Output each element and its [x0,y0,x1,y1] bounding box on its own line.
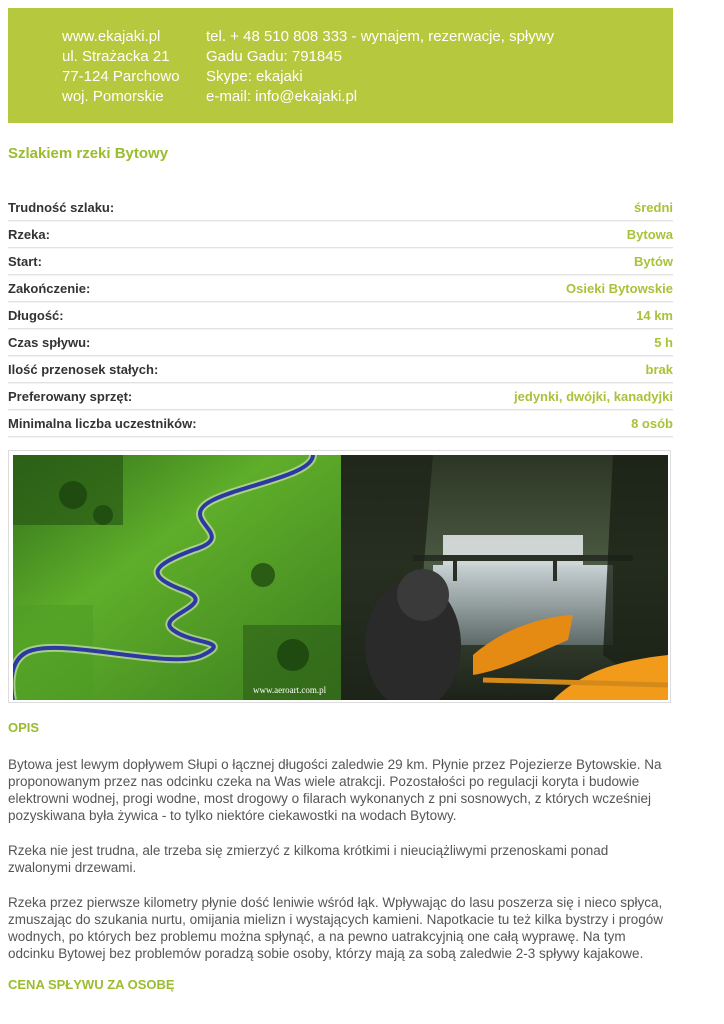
region: woj. Pomorskie [62,88,164,105]
skype-line: Skype: ekajaki [206,68,303,85]
detail-row-length [8,302,673,329]
page-title: Szlakiem rzeki Bytowy [8,145,169,162]
detail-label: Trudność szlaku: [8,200,115,215]
detail-row-end [8,275,673,302]
photo-watermark: www.aeroart.com.pl [253,685,327,695]
route-details-table [8,194,673,437]
detail-row-start [8,248,673,275]
detail-row-duration [8,329,673,356]
detail-label: Preferowany sprzęt: [8,389,133,404]
detail-label: Ilość przenosek stałych: [8,362,159,377]
detail-label: Czas spływu: [8,335,91,350]
route-photo-collage [13,455,668,700]
detail-row-river [8,221,673,248]
contact-block [206,27,554,107]
aerial-river-photo [13,455,341,700]
detail-label: Długość: [8,308,64,323]
detail-row-equipment [8,383,673,410]
detail-label: Zakończenie: [8,281,91,296]
email-link[interactable]: e-mail: info@ekajaki.pl [206,88,358,105]
phone-line: tel. + 48 510 808 333 - wynajem, rezerwacje, spływy [206,28,555,45]
detail-value: 14 km [636,308,673,323]
contact-header [8,8,673,123]
detail-value: brak [645,362,673,377]
kayak-photo [341,455,668,700]
detail-label: Minimalna liczba uczestników: [8,416,197,431]
detail-value: 8 osób [631,416,673,431]
route-photos [8,450,671,703]
detail-value: średni [633,200,673,215]
detail-value: Osieki Bytowskie [566,281,673,296]
description-heading: OPIS [8,720,40,735]
detail-value: Bytów [634,254,673,269]
detail-row-difficulty [8,194,673,221]
website-link[interactable]: www.ekajaki.pl [62,28,161,45]
detail-row-min-participants [8,410,673,437]
detail-label: Start: [8,254,42,269]
gadu-gadu-line: Gadu Gadu: 791845 [206,48,342,65]
detail-value: 5 h [654,335,673,350]
detail-value: jedynki, dwójki, kanadyjki [514,389,673,404]
detail-value: Bytowa [626,227,673,242]
postal-city: 77-124 Parchowo [62,68,180,85]
description-paragraph: Rzeka nie jest trudna, ale trzeba się zmierzyć z kilkoma krótkimi i nieuciążliwymi przenoskami ponad zwalonymi drzewami. [8,843,609,875]
detail-label: Rzeka: [8,227,50,242]
price-heading: CENA SPŁYWU ZA OSOBĘ [8,977,175,992]
address-block [62,27,180,107]
description-paragraph: Rzeka przez pierwsze kilometry płynie dość leniwie wśród łąk. Wpływając do lasu poszerza się i nieco spłyca, zmuszając do szukania nurtu, omijania mielizn i wystających kamieni. Napotkacie tu też kilka bystrzy i progów wodnych, po których bez problemu można spłynąć, a na pewno uatrakcyjnią one całą wyprawę. Na tym odcinku Bytowej bez problemów poradzą sobie osoby, którzy mają za sobą zaledwie 2-3 spływy kajakowe. [8,895,664,961]
street-address: ul. Strażacka 21 [62,48,170,65]
detail-row-portages [8,356,673,383]
description-paragraph: Bytowa jest lewym dopływem Słupi o łącznej długości zaledwie 29 km. Płynie przez Pojezierze Bytowskie. Na proponowanym przez nas odcinku czeka na Was wiele atrakcji. Pozostałości po regulacji koryta i budowie elektrowni wodnej, progi wodne, most drogowy o filarach wykonanych z pni sosnowych, z których wcześniej pozyskiwana była żywica - to tylko niektóre ciekawostki na wodach Bytowy. [8,757,662,823]
